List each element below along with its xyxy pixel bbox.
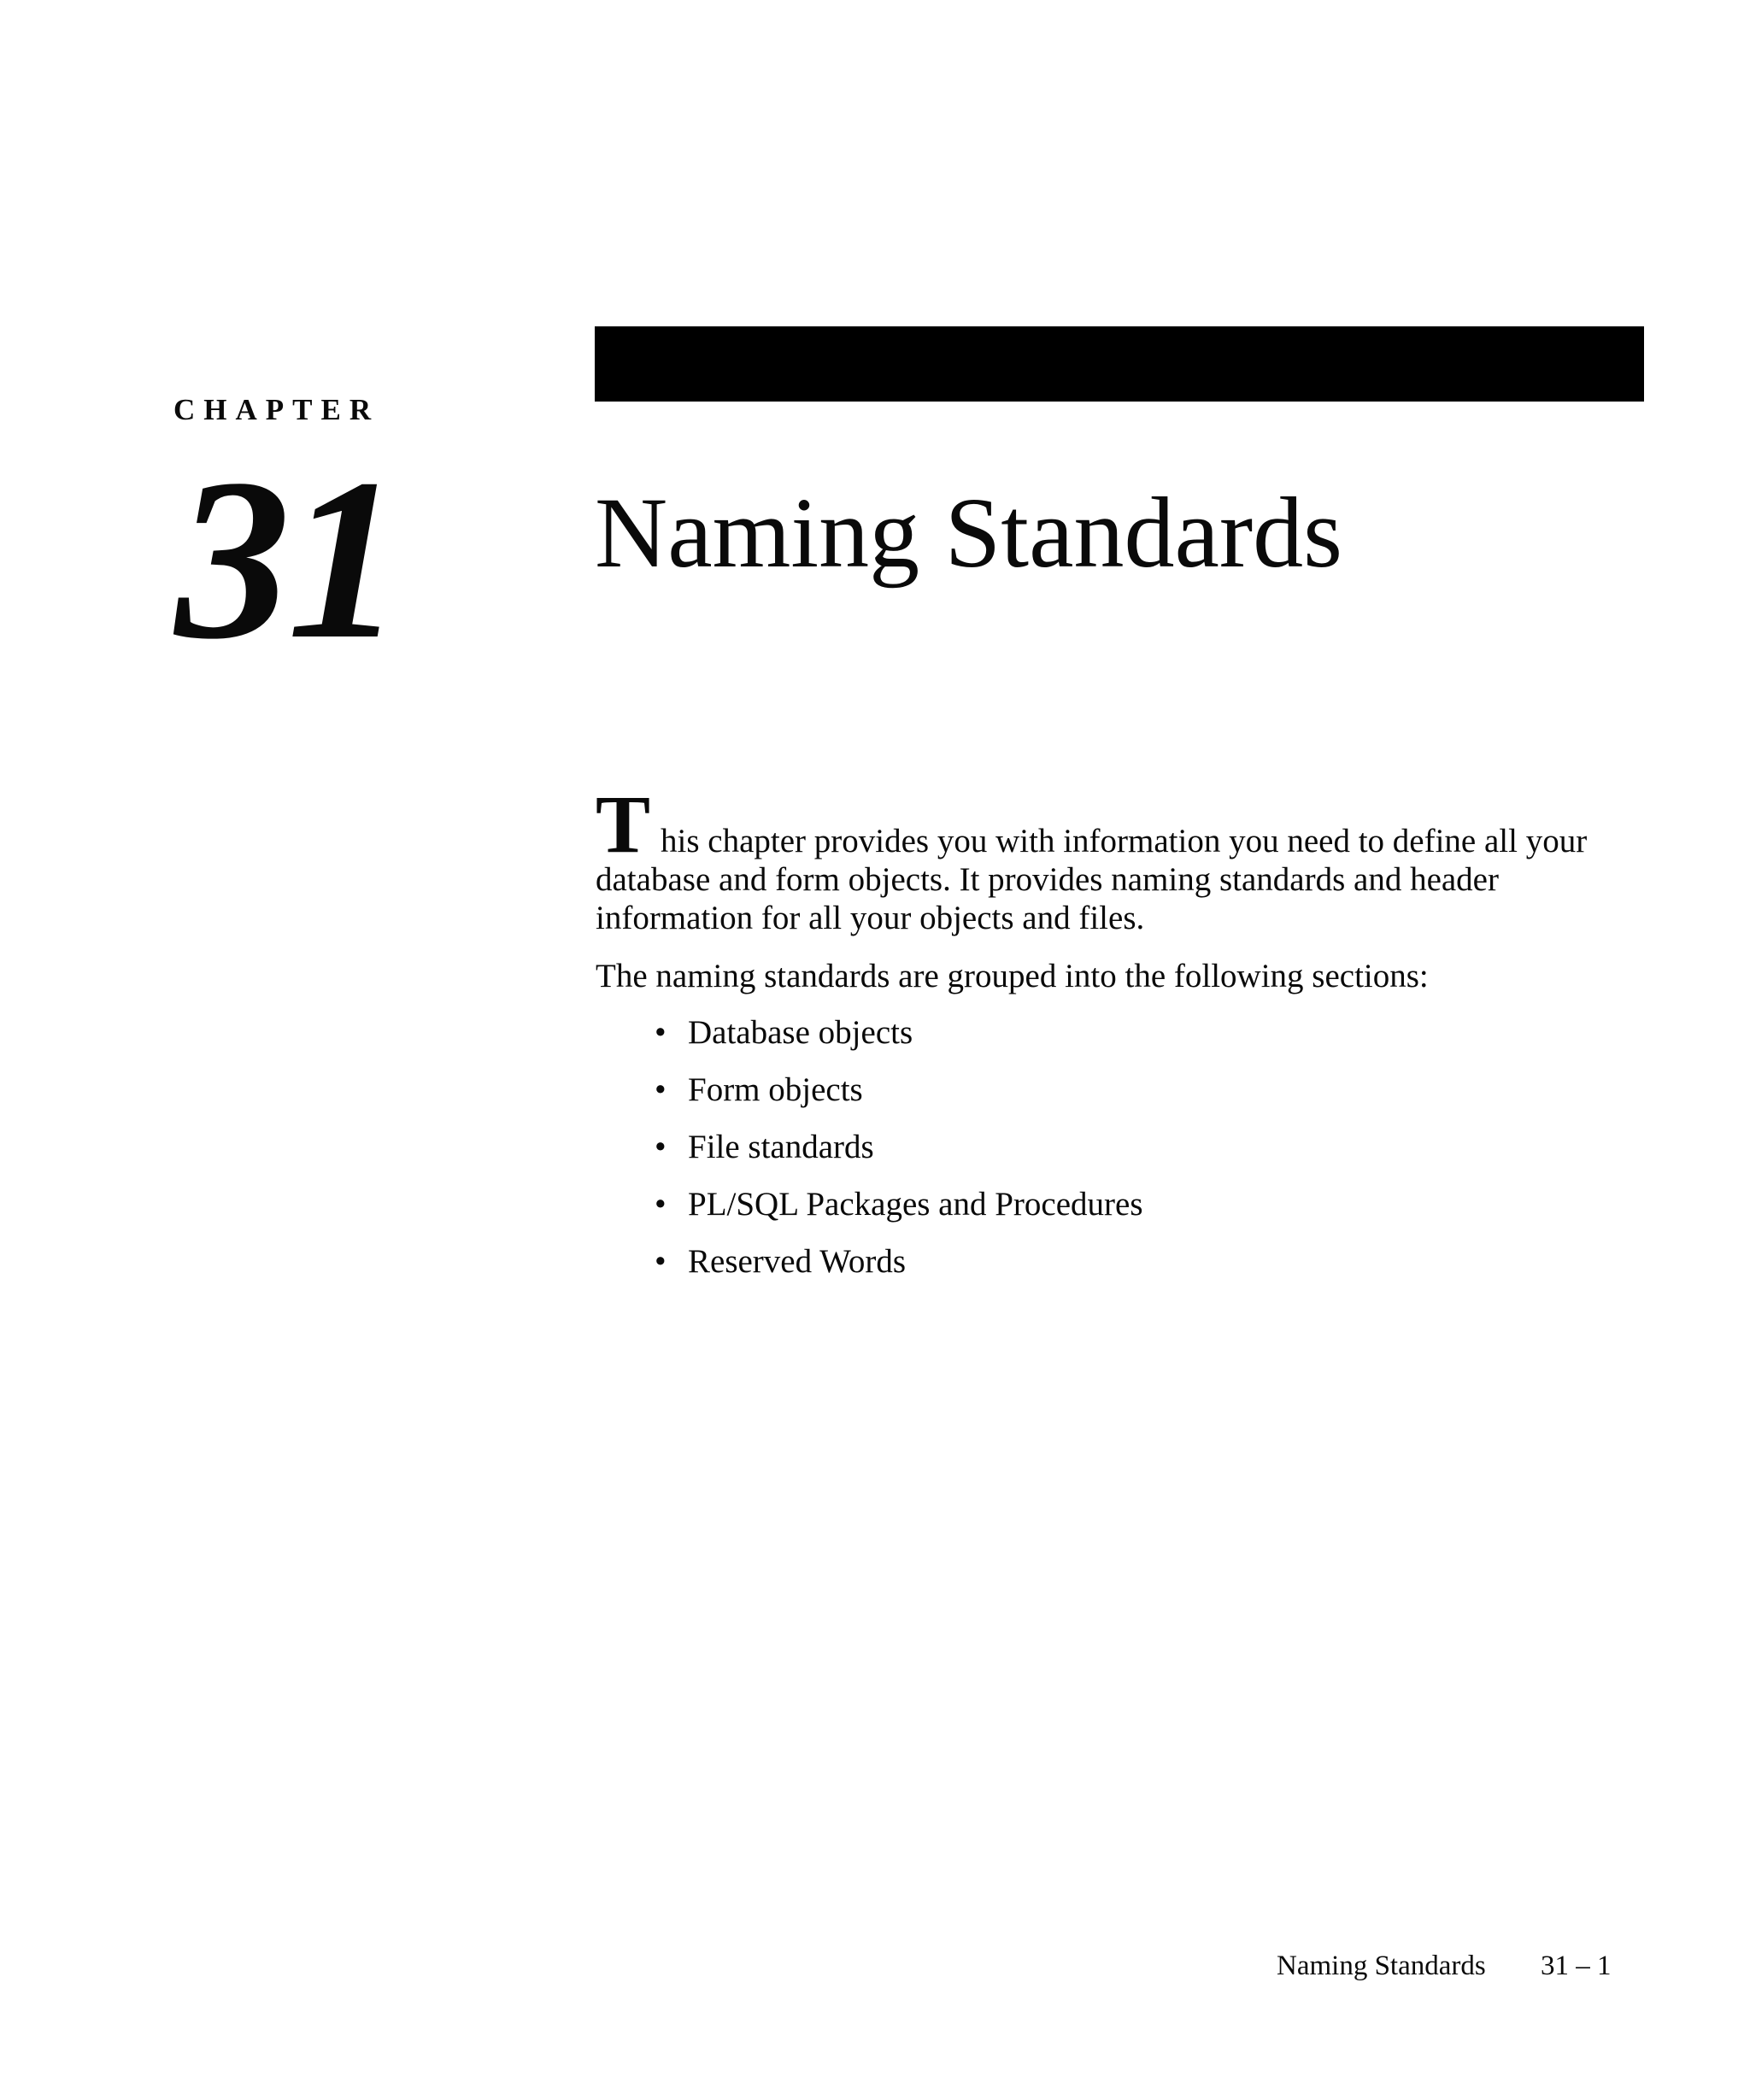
bullet-icon: • [655,1243,667,1280]
page-footer [1277,1952,1611,1980]
intro-paragraph [596,778,1647,937]
chapter-body [596,778,1647,1299]
bullet-icon: • [655,1071,667,1108]
bullet-icon: • [655,1186,667,1223]
footer-title: Naming Standards [1277,1950,1486,1981]
sections-list [596,1013,1647,1281]
list-item-label: PL/SQL Packages and Procedures [688,1186,1143,1223]
page-number: 31 – 1 [1540,1950,1612,1981]
list-item [655,1242,1647,1281]
list-item-label: Reserved Words [688,1243,907,1280]
chapter-title: Naming Standards [595,477,1343,589]
chapter-label: CHAPTER [173,393,380,426]
list-item-label: Form objects [688,1071,863,1108]
sections-lead: The naming standards are grouped into the following sections: [596,958,1429,994]
list-item [655,1071,1647,1109]
intro-text: his chapter provides you with information you need to define all your database and form objects. It provides naming standards and header information for all your objects and files. [596,823,1588,936]
list-item [655,1013,1647,1052]
chapter-title-bar [595,326,1644,402]
list-item [655,1128,1647,1166]
bullet-icon: • [655,1014,667,1051]
bullet-icon: • [655,1129,667,1165]
list-item [655,1185,1647,1223]
list-item-label: Database objects [688,1014,913,1051]
list-item-label: File standards [688,1129,874,1165]
chapter-number: 31 [175,431,399,687]
drop-cap: T [596,778,651,870]
